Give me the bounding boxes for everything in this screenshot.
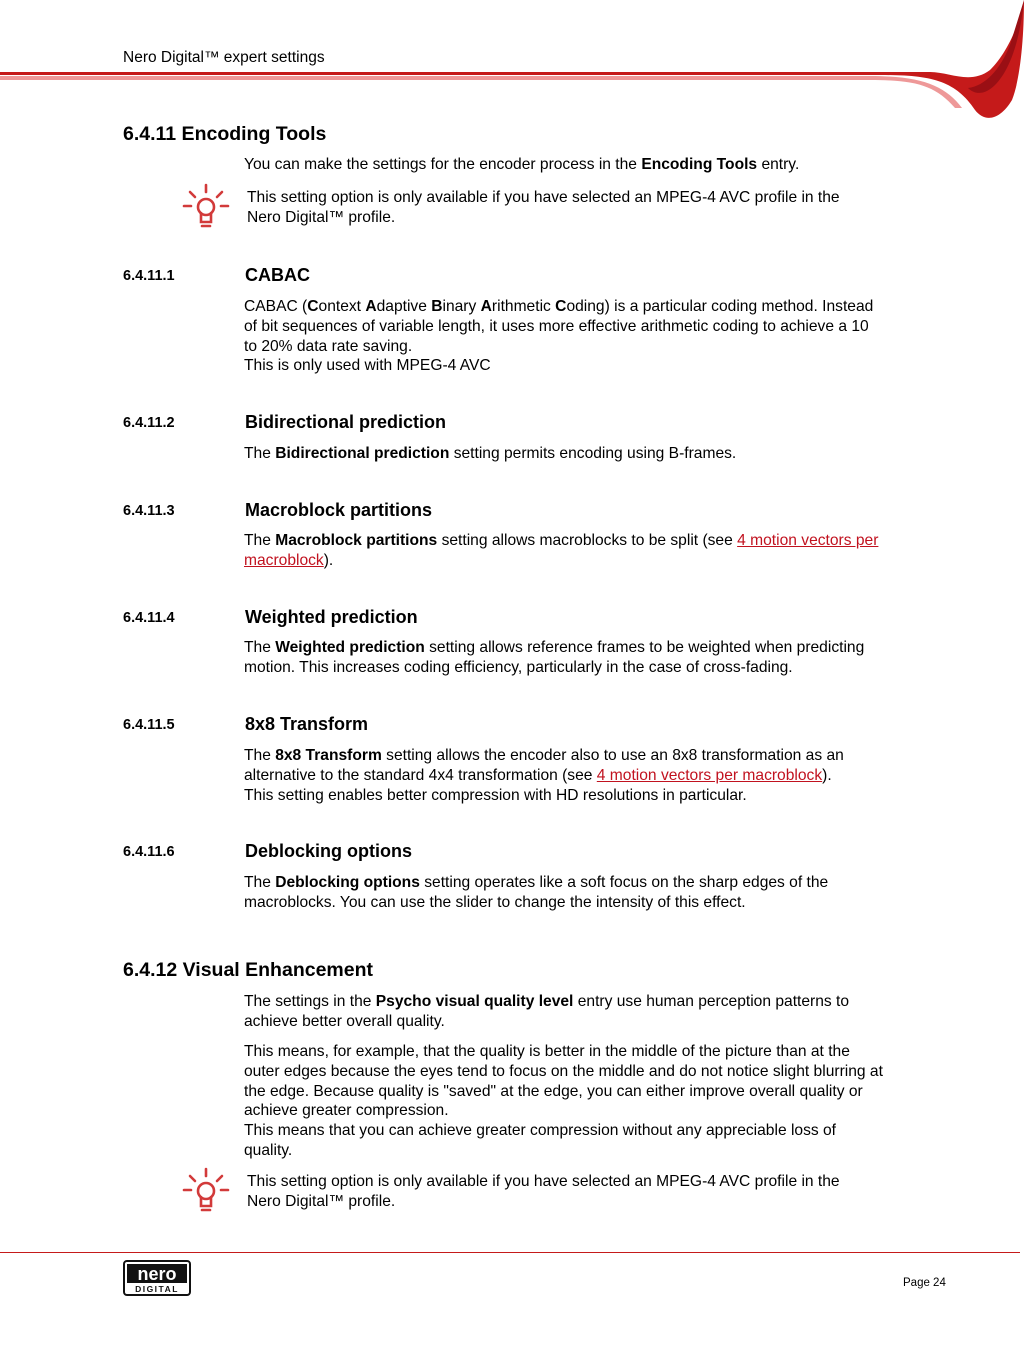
- subsection-title-cabac: CABAC: [245, 265, 310, 285]
- lightbulb-icon: [182, 182, 230, 232]
- footer-divider: [0, 1252, 1020, 1253]
- motion-vectors-link[interactable]: 4 motion vectors per macroblock: [596, 766, 823, 784]
- encoding-tools-intro: You can make the settings for the encoder process in the Encoding Tools entry.: [244, 156, 800, 173]
- subsection-number: 6.4.11.2: [123, 415, 175, 431]
- visual-paragraph-2: This means, for example, that the quality is better in the middle of the picture than at the outer edges because the eyes tend to focus on the middle and do not notice slight blurring at the edge. Because quality is "saved" at the edge, you can either improve overall quality or achieve greater compression. This means that you can achieve greater compression without any appreciable loss of quality.: [244, 1043, 883, 1159]
- subsection-number: 6.4.11.4: [123, 610, 175, 626]
- cabac-paragraph: CABAC (Context Adaptive Binary Arithmetic Coding) is a particular coding method. Instead of bit sequences of variable length, it uses more effective arithmetic coding to achieve a 10 to 20% data rate saving. This is only used with MPEG-4 AVC: [244, 298, 874, 375]
- section-heading-encoding-tools: 6.4.11 Encoding Tools: [123, 123, 327, 145]
- bidirectional-paragraph: The Bidirectional prediction setting permits encoding using B-frames.: [244, 445, 737, 462]
- subsection-title-deblocking: Deblocking options: [245, 841, 413, 861]
- svg-text:nero: nero: [137, 1264, 177, 1284]
- transform-paragraph: The 8x8 Transform setting allows the encoder also to use an 8x8 transformation as an alternative to the standard 4x4 transformation (see 4 motion vectors per macroblock). This setting enables better compression with HD resolutions in particular.: [244, 747, 844, 804]
- note-text: This setting option is only available if you have selected an MPEG-4 AVC profile in the Nero Digital™ profile.: [247, 189, 840, 226]
- subsection-title-bidirectional: Bidirectional prediction: [245, 412, 447, 432]
- note-text: This setting option is only available if you have selected an MPEG-4 AVC profile in the Nero Digital™ profile.: [247, 1173, 840, 1210]
- subsection-title-transform: 8x8 Transform: [245, 714, 369, 734]
- subsection-number: 6.4.11.5: [123, 717, 175, 733]
- subsection-number: 6.4.11.6: [123, 844, 175, 860]
- visual-paragraph-1: The settings in the Psycho visual quality level entry use human perception patterns to achieve better overall quality.: [244, 993, 850, 1030]
- lightbulb-icon: [182, 1166, 230, 1216]
- motion-vectors-link[interactable]: 4 motion vectors per: [737, 532, 879, 549]
- motion-vectors-link[interactable]: macroblock: [244, 551, 324, 569]
- deblocking-paragraph: The Deblocking options setting operates like a soft focus on the sharp edges of the macroblocks. You can use the slider to change the intensity of this effect.: [244, 874, 829, 911]
- svg-text:DIGITAL: DIGITAL: [135, 1284, 179, 1294]
- section-heading-visual-enhancement: 6.4.12 Visual Enhancement: [123, 959, 374, 981]
- weighted-paragraph: The Weighted prediction setting allows reference frames to be weighted when predicting motion. This increases coding efficiency, particularly in the case of cross-fading.: [244, 639, 865, 676]
- header-title: Nero Digital™ expert settings: [123, 49, 325, 66]
- nero-digital-logo: [123, 1260, 191, 1296]
- page-number: Page 24: [903, 1277, 946, 1289]
- subsection-title-macroblock: Macroblock partitions: [245, 500, 433, 520]
- macroblock-paragraph: The Macroblock partitions setting allows macroblocks to be split (see 4 motion vectors per macroblock).: [244, 532, 879, 569]
- subsection-number: 6.4.11.1: [123, 268, 175, 284]
- subsection-title-weighted: Weighted prediction: [245, 607, 418, 627]
- subsection-number: 6.4.11.3: [123, 503, 175, 519]
